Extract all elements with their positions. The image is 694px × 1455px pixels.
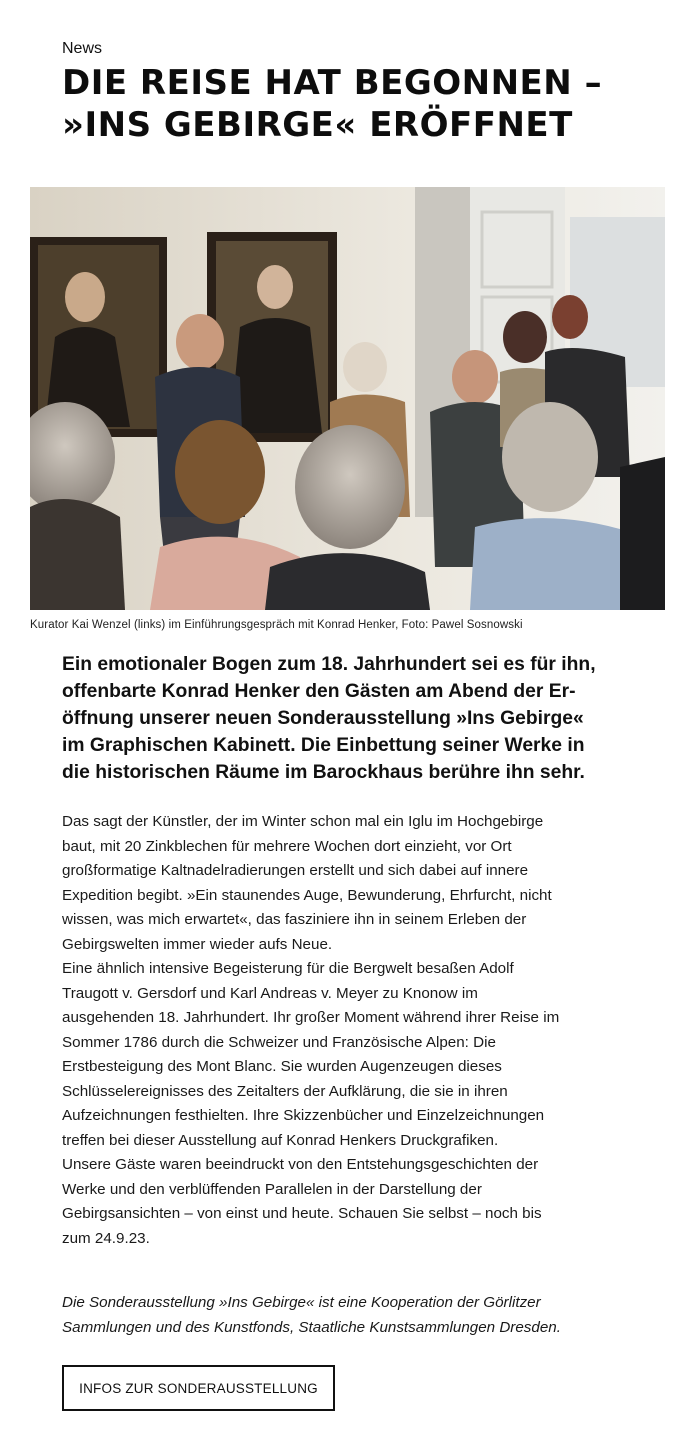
- body-line: ausgehenden 18. Jahrhundert. Ihr großer Moment während ihrer Reise im: [62, 1009, 560, 1026]
- lead-line: die historischen Räume im Barockhaus berühre ihn sehr.: [62, 762, 585, 783]
- body-line: zum 24.9.23.: [62, 1229, 150, 1247]
- body-line: Sommer 1786 durch die Schweizer und Französische Alpen: Die: [62, 1033, 496, 1051]
- body-line: großformatige Kaltnadelradierungen erstellt und sich dabei auf innere: [62, 862, 529, 879]
- body-line: Erstbesteigung des Mont Blanc. Sie wurden Augenzeugen dieses: [62, 1058, 502, 1075]
- body-line: Gebirgsansichten – von einst und heute. Schauen Sie selbst – noch bis: [62, 1205, 542, 1222]
- photo-caption: Kurator Kai Wenzel (links) im Einführungsgespräch mit Konrad Henker, Foto: Pawel Sosnowski: [30, 619, 523, 631]
- body-line: Eine ähnlich intensive Begeisterung für die Bergwelt besaßen Adolf: [62, 960, 514, 977]
- body-line: Das sagt der Künstler, der im Winter schon mal ein Iglu im Hochgebirge: [62, 813, 544, 830]
- note-line: Die Sonderausstellung »Ins Gebirge« ist eine Kooperation der Görlitzer: [62, 1294, 541, 1311]
- note-line: Sammlungen und des Kunstfonds, Staatliche Kunstsammlungen Dresden.: [62, 1319, 561, 1336]
- lead-line: Ein emotionaler Bogen zum 18. Jahrhundert sei es für ihn,: [62, 654, 596, 675]
- body-line: Gebirgswelten immer wieder aufs Neue.: [62, 935, 333, 953]
- article-photo: [30, 187, 665, 610]
- body-line: Expedition begibt. »Ein staunendes Auge, Bewunderung, Ehrfurcht, nicht: [62, 886, 552, 904]
- body-line: treffen bei dieser Ausstellung auf Konrad Henkers Druckgrafiken.: [62, 1131, 499, 1149]
- body-line: Traugott v. Gersdorf und Karl Andreas v. Meyer zu Knonow im: [62, 984, 478, 1002]
- body-line: Schlüsselereignisses des Zeitalters der Aufklärung, die sie in ihren: [62, 1082, 508, 1100]
- body-line: Werke und den verblüffenden Parallelen in der Darstellung der: [62, 1180, 482, 1198]
- headline-line: DIE REISE HAT BEGONNEN –: [62, 63, 603, 103]
- lead-line: offenbarte Konrad Henker den Gästen am Abend der Er-: [62, 681, 576, 702]
- body-line: Aufzeichnungen festhielten. Ihre Skizzenbücher und Einzelzeichnungen: [62, 1107, 545, 1124]
- lead-paragraph: [62, 651, 652, 786]
- lead-line: öffnung unserer neuen Sonderausstellung »Ins Gebirge«: [62, 708, 584, 729]
- body-line: wissen, was mich erwartet«, das fasziniere ihn in seinem Erleben der: [62, 911, 527, 928]
- lead-line: im Graphischen Kabinett. Die Einbettung seiner Werke in: [62, 735, 585, 756]
- exhibition-info-button[interactable]: [62, 1365, 335, 1411]
- body-line: Unsere Gäste waren beeindruckt von den Entstehungsgeschichten der: [62, 1156, 539, 1173]
- cooperation-note: [62, 1290, 662, 1340]
- exhibition-info-button-label: INFOS ZUR SONDERAUSSTELLUNG: [79, 1380, 318, 1396]
- body-line: baut, mit 20 Zinkblechen für mehrere Wochen dort einzieht, vor Ort: [62, 837, 512, 855]
- page-title: [62, 62, 662, 146]
- headline-line: »INS GEBIRGE« ERÖFFNET: [62, 105, 573, 145]
- category-label: News: [62, 40, 103, 57]
- body-text: [62, 810, 662, 1251]
- exhibition-photo-illustration: [30, 187, 665, 610]
